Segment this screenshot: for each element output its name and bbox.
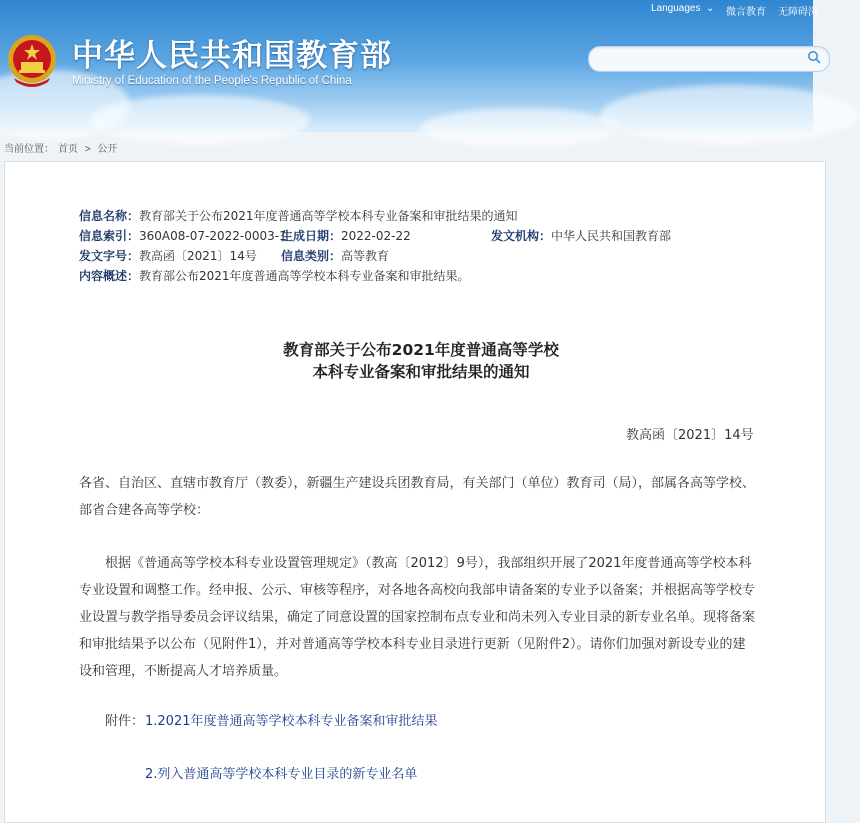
attachment-link-1[interactable]: 1.2021年度普通高等学校本科专业备案和审批结果 [145,714,438,729]
site-subtitle: Ministry of Education of the People's Republic of China [72,75,352,87]
salutation-paragraph: 各省、自治区、直辖市教育厅（教委），新疆生产建设兵团教育局，有关部门（单位）教育司（局），部属各高等学校、部省合建各高等学校： [79,476,756,518]
attachment-link-2[interactable]: 2.列入普通高等学校本科专业目录的新专业名单 [145,767,418,782]
header-cloud [600,85,860,145]
header-cloud [420,108,620,148]
info-docno-value: 教高函〔2021〕14号 [139,249,257,263]
info-org-value: 中华人民共和国教育部 [551,229,672,243]
site-header [0,0,818,132]
chevron-down-icon[interactable]: ⌄ [706,3,715,14]
weiyan-link[interactable]: 微言教育 [726,7,766,18]
site-title[interactable]: 中华人民共和国教育部 [72,38,392,74]
search-input[interactable] [588,46,830,72]
info-org-label: 发文机构： [491,229,552,243]
accessibility-link[interactable]: 无障碍浏 [778,7,818,18]
article-title-line1: 教育部关于公布2021年度普通高等学校 [283,341,559,359]
info-docno-label: 发文字号： [79,249,140,263]
breadcrumb-home[interactable]: 首页 [58,144,78,155]
info-date-label: 生成日期： [281,229,342,243]
breadcrumb [4,140,121,155]
breadcrumb-public[interactable]: 公开 [97,144,118,155]
info-index-value: 360A08-07-2022-0003-1 [139,229,287,243]
article-title-line2: 本科专业备案和审批结果的通知 [312,363,530,381]
info-name-label: 信息名称： [79,209,140,223]
info-index-label: 信息索引： [79,229,140,243]
languages-link[interactable]: Languages [651,3,701,14]
info-summary-value: 教育部公布2021年度普通高等学校本科专业备案和审批结果。 [139,269,470,283]
info-date-value: 2022-02-22 [341,229,411,243]
breadcrumb-label: 当前位置： [4,144,54,155]
attachment-prefix: 附件： [105,714,145,729]
search-icon[interactable] [807,50,821,64]
document-number: 教高函〔2021〕14号 [626,428,754,443]
info-category-value: 高等教育 [341,249,390,263]
info-name-value: 教育部关于公布2021年度普通高等学校本科专业备案和审批结果的通知 [139,209,518,223]
header-cloud [90,95,310,145]
info-category-label: 信息类别： [281,249,342,263]
breadcrumb-separator: > [84,144,91,155]
national-emblem-icon[interactable] [6,32,58,88]
body-paragraph: 根据《普通高等学校本科专业设置管理规定》（教高〔2012〕9号），我部组织开展了2021年度普通高等学校本科专业设置和调整工作。经申报、公示、审核等程序，对各地各高校向我部申请备案的专业予以备案；并根据高等学校专业设置与教学指导委员会评议结果，确定了同意设置的国家控制布点专业和尚未列入专业目录的新专业名单。现将备案和审批结果予以公布（见附件1），并对普通高等学校本科专业目录进行更新（见附件2）。请你们加强对新设专业的建设和管理，不断提高人才培养质量。 [79,556,756,679]
info-summary-label: 内容概述： [79,269,140,283]
